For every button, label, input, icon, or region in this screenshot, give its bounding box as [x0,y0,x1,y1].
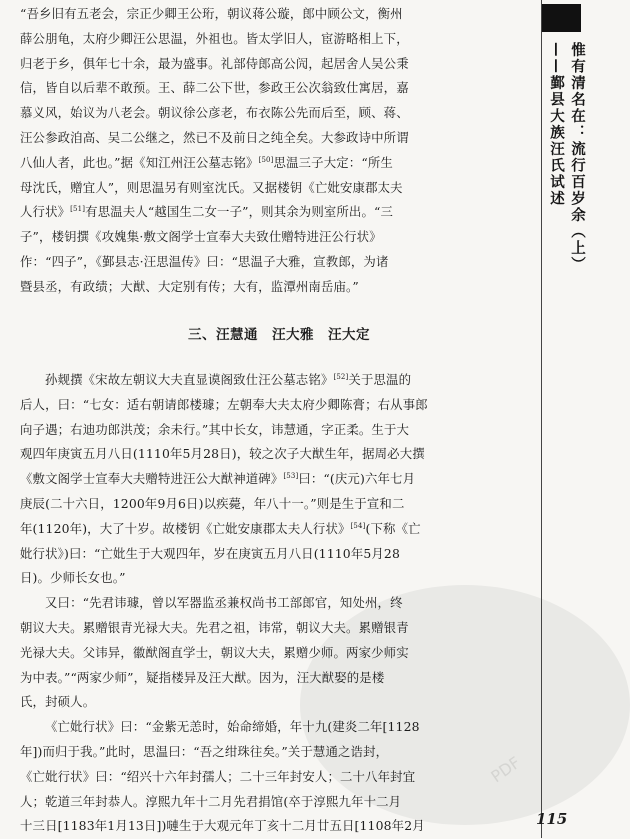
page-number: 115 [536,810,568,828]
text-segment: 思温三子大定：“所生 [273,154,393,170]
text-line: 《亡妣行状》曰：“绍兴十六年封孺人；二十三年封安人；二十八年封宜 [20,768,416,784]
text-line: 《亡妣行状》曰：“金紫无恙时，始命缔婚，年十九(建炎二年[1128 [45,719,420,735]
watermark-text: PDF [487,752,524,787]
footnote-ref[interactable]: [52] [333,373,349,381]
text-line [20,368,535,393]
text-segment: 关于思温的 [348,372,412,387]
text-line: 薛公朋龟，太府少卿汪公思温，外祖也。皆太学旧人，宦游略相上下， [20,30,409,46]
text-line: 十三日[1183年1月13日])嗹生于大观元年丁亥十二月廿五日[1108年2月 [20,818,425,834]
running-title-part: 惟有清名在：流行百岁余（上） [569,42,585,273]
text-line [20,467,535,492]
text-line: 信，皆自以后辈不敢预。王、薛二公下世，参政王公次翁致仕寓居，嘉 [20,80,409,96]
text-line: 后人，曰：“七女：适右朝请郎楼璩；左朝奉大夫太府少卿陈膏；右从事郎 [20,396,428,412]
footnote-ref[interactable]: [50] [258,155,274,164]
text-line: 暨县丞，有政绩；大猷、大定别有传；大有，监潭州南岳庙。” [20,278,359,294]
text-segment: 孙觌撰《宋故左朝议大夫直显谟阁致仕汪公墓志铭》 [45,372,334,387]
text-segment: 八仙人者，此也。”据《知江州汪公墓志铭》 [20,154,259,170]
running-title [546,42,588,273]
text-line: 为中表。”“两家少师”，疑指楼异及汪大猷。因为，汪大猷娶的是楼 [20,669,385,685]
sidebar-black-tab [542,4,581,32]
text-segment: 有思温夫人“越国生二女一子”，则其余为则室所出。“三 [85,204,394,220]
text-segment: 《敷文阁学士宣奉大夫赠特进汪公大猷神道碑》 [20,471,284,487]
text-segment: 年(1120年)，大了十岁。故楼钥《亡妣安康郡太夫人行状》 [20,520,351,536]
text-line: 妣行状》)曰：“亡妣生于大观四年，岁在庚寅五月八日(1110年5月28 [20,545,401,561]
text-line: 子”，楼钥撰《攻媿集·敷文阁学士宣奉大夫致仕赠特进汪公行状》 [20,229,382,245]
text-line: 观四年庚寅五月八日(1110年5月28日)，较之次子大猷生年，据周必大撰 [20,446,425,462]
text-line [20,517,535,542]
text-line: 朝议大夫。累赠银青光禄大夫。先君之祖，讳常，朝议大夫。累赠银青 [20,619,409,635]
text-line: 氏，封硕人。 [20,694,96,710]
text-line: 人；乾道三年封恭人。淳熙九年十二月先君捐馆(卒于淳熙九年十二月 [20,793,402,809]
text-line: 日)。少师长女也。” [20,570,126,586]
text-line [20,151,535,176]
text-segment: 曰：“(庆元)六年七月 [298,471,416,487]
text-line: 慕义风，始议为八老会。朝议徐公彦老，布衣陈公先而后至，顾、蒋、 [20,105,409,121]
section-heading: 三、汪慧通 汪大雅 汪大定 [188,327,370,343]
running-head-sidebar [541,0,585,838]
text-segment: (下称《亡 [365,520,421,536]
text-line: 归老于乡，俱年七十余，最为盛事。礼部侍郎高公闶，起居舍人吴公秉 [20,55,409,71]
text-line: 母沈氏，赠宜人”，则思温另有则室沈氏。又据楼钥《亡妣安康郡太夫 [20,179,403,195]
text-line: 年])而归于我。”此时，思温曰：“吾之绀珠往矣。”关于慧通之诰封， [20,743,389,759]
text-line: 作：“四子”，《鄞县志·汪思温传》曰：“思温子大雅，宣教郎，为诸 [20,253,389,269]
footnote-ref[interactable]: [53] [283,472,299,481]
text-line: 又曰：“先君讳璩，曾以军器监丞兼权尚书工部郎官，知处州，终 [45,595,403,611]
footnote-ref[interactable]: [51] [70,205,86,214]
paragraph-quote [20,2,535,300]
text-line: 光禄大夫。父讳异，徽猷阁直学士，朝议大夫，累赠少师。两家少师实 [20,644,409,660]
running-title-part: ——鄞县大族汪氏试述 [548,42,564,207]
text-segment: 人行状》 [20,204,71,220]
text-line: “吾乡旧有五老会，宗正少卿王公珩，朝议蒋公璇，郎中顾公文，衡州 [20,6,403,21]
text-line: 庚辰(二十六日，1200年9月6日)以疾薨，年八十一。”则是生于宣和二 [20,495,405,511]
text-line: 汪公参政洎高、吴二公继之，然已不及前日之纯全矣。大参政诗中所谓 [20,129,409,145]
text-line [20,200,535,225]
footnote-ref[interactable]: [54] [350,521,366,530]
paragraph-body [20,368,535,839]
text-line: 向子遇；右迪功郎洪茂；余未行。”其中长女，讳慧通，字正柔。生于大 [20,421,410,437]
